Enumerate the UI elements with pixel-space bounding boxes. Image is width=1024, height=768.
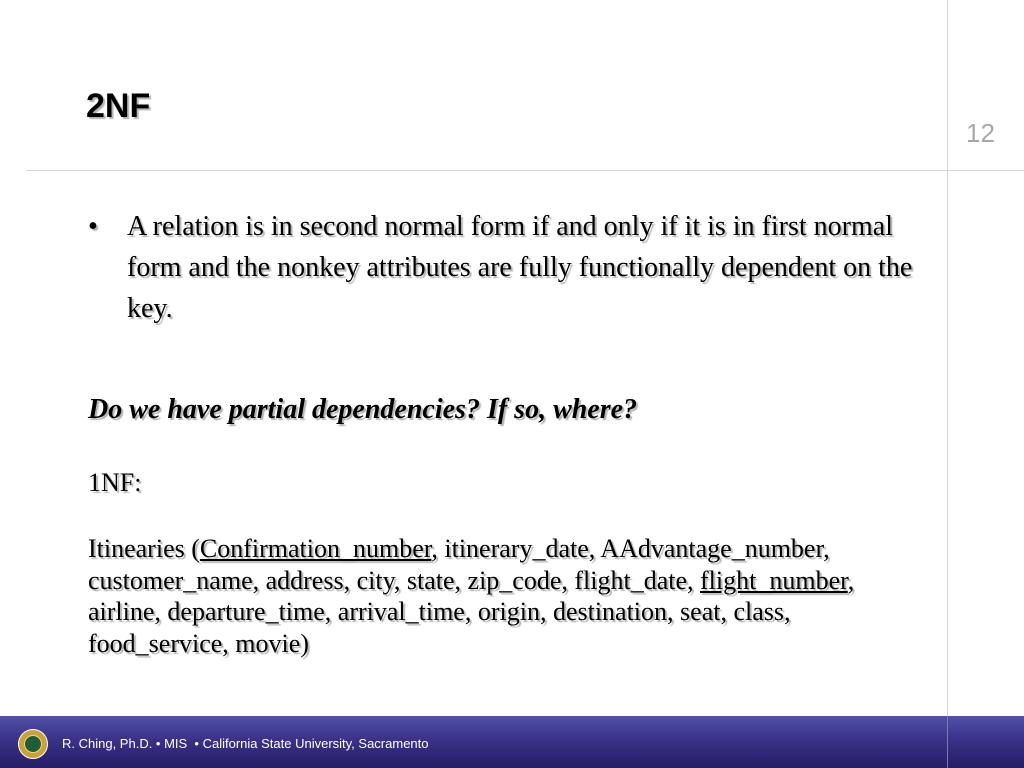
relation-attributes-1: , itinerary_date, AAdvantage_number, customer_name, address, city, state, zip_code, flight_date, [88, 534, 830, 595]
university-seal-icon [18, 729, 48, 759]
primary-key-flight-number: flight_number [700, 565, 848, 595]
seal-center [24, 735, 42, 753]
bullet-marker: • [88, 211, 98, 242]
footer-bar [0, 716, 1024, 768]
horizontal-rule [26, 170, 1024, 171]
relation-schema [88, 533, 933, 659]
relation-attributes-2: , airline, departure_time, arrival_time, origin, destination, seat, class, food_service, movie) [88, 565, 855, 658]
nf-label: 1NF: [88, 468, 142, 497]
page-number: 12 [966, 118, 995, 148]
footer-text: R. Ching, Ph.D. • MIS • California State University, Sacramento [62, 736, 429, 751]
relation-name: Itinearies ( [88, 534, 200, 563]
slide-title: 2NF [86, 87, 151, 125]
footer-divider [947, 716, 948, 768]
bullet-text: A relation is in second normal form if and only if it is in first normal form and the nonkey attributes are fully functionally dependent on the key. [127, 211, 913, 324]
question-text: Do we have partial dependencies? If so, where? [88, 394, 638, 425]
vertical-rule [947, 0, 948, 768]
primary-key-confirmation-number: Confirmation_number [199, 534, 432, 563]
